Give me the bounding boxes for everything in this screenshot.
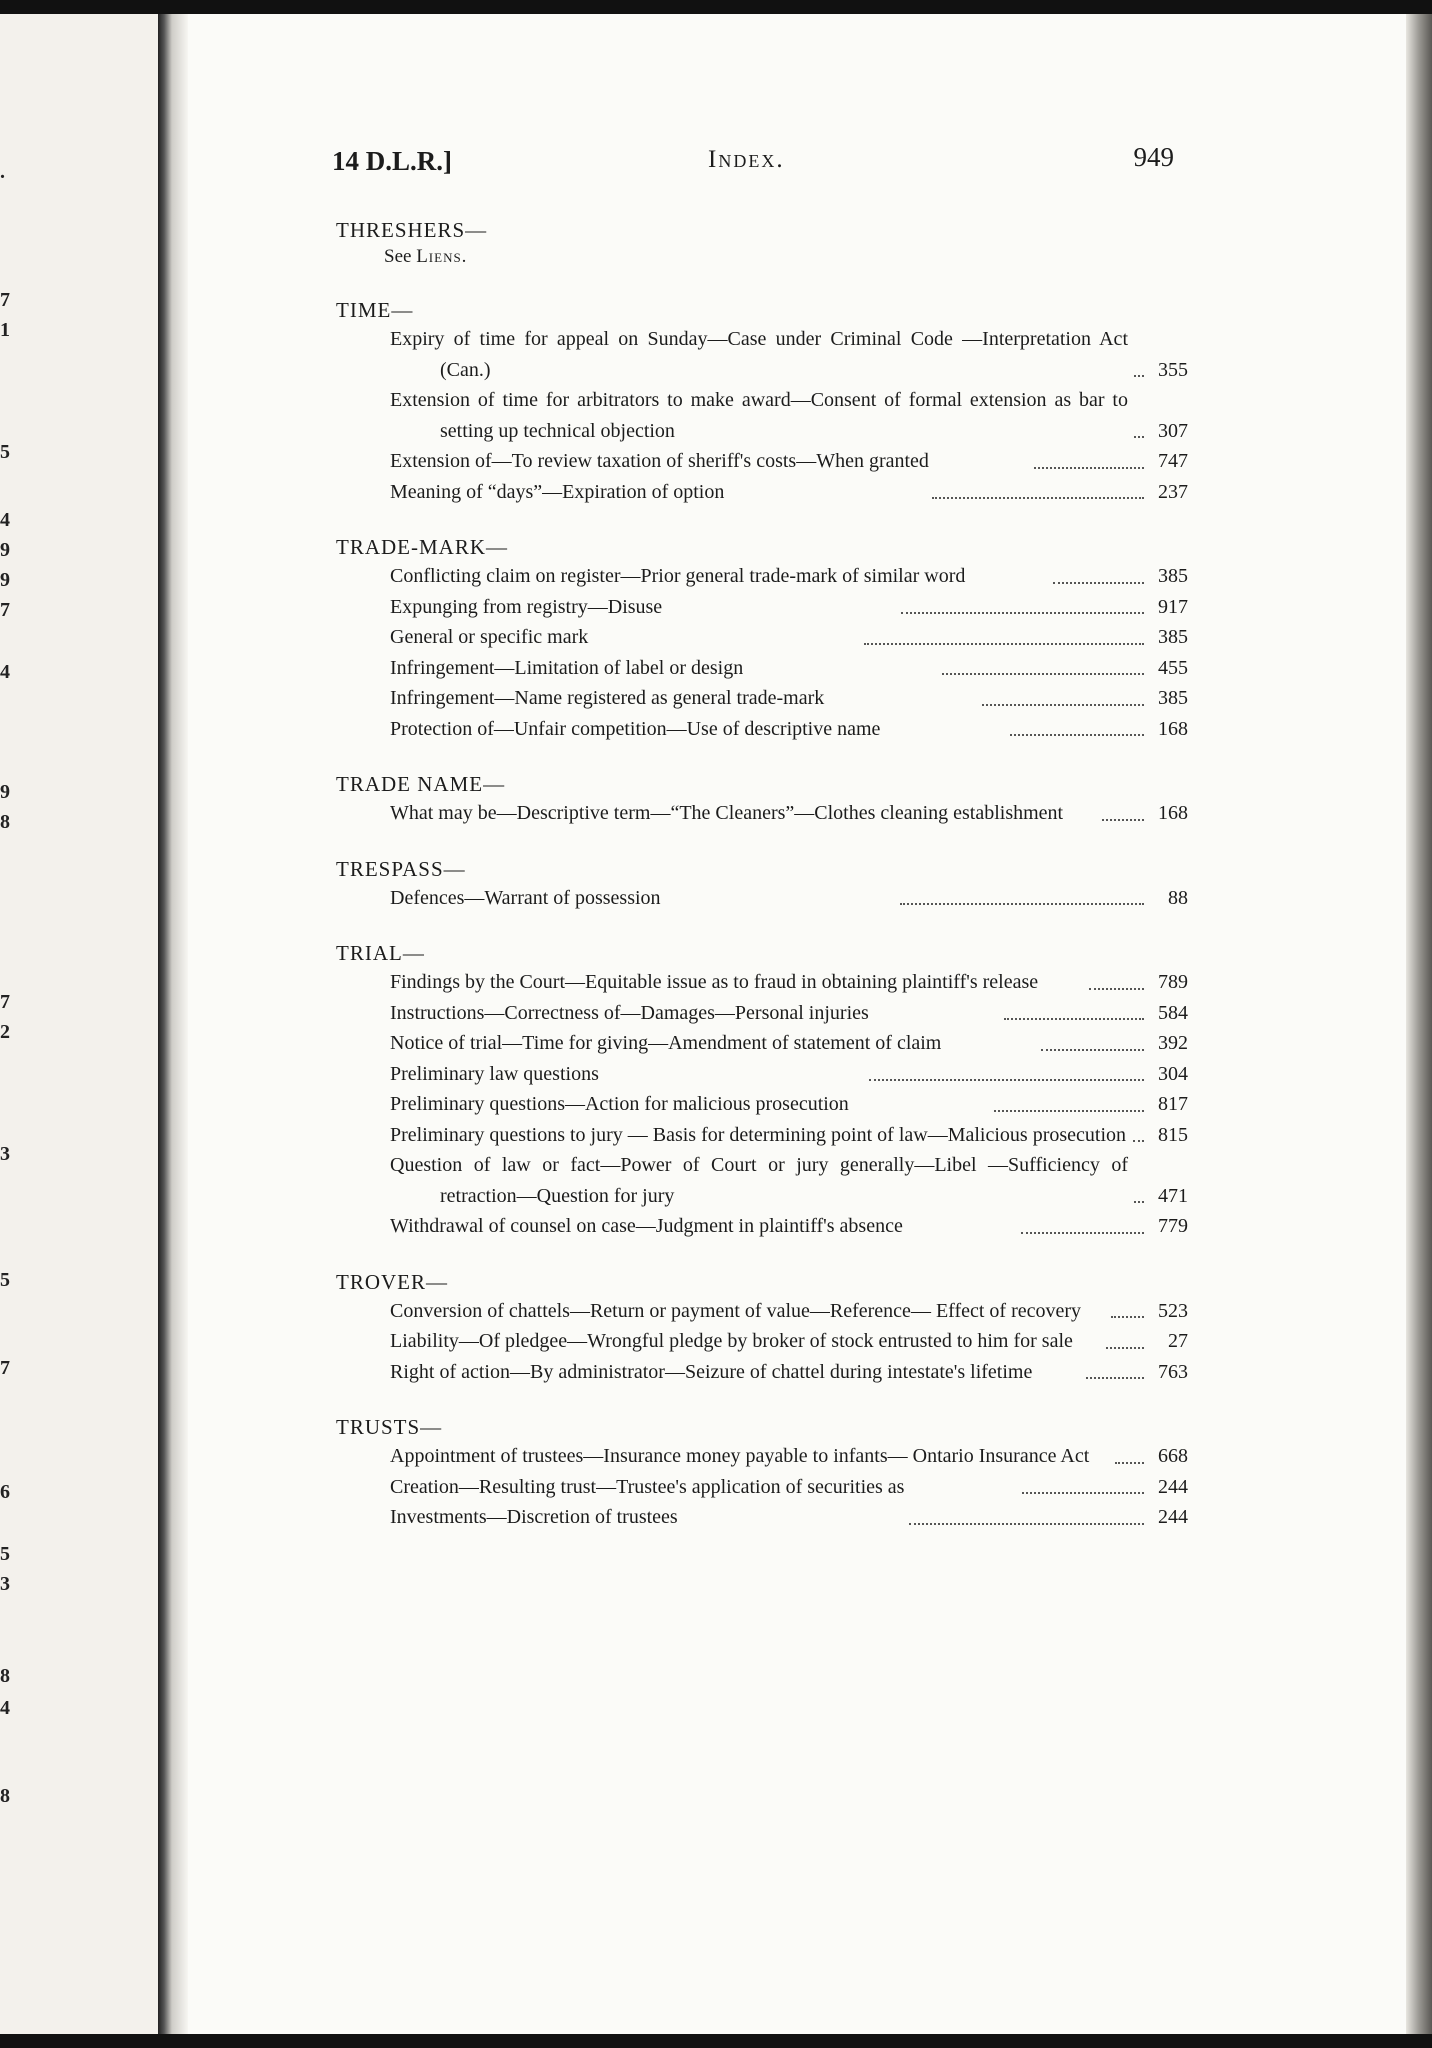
index-entry <box>390 1441 1188 1472</box>
entry-page-number: 471 <box>1158 1184 1188 1207</box>
entry-page-number: 917 <box>1158 595 1188 618</box>
entry-page-number: 584 <box>1158 1001 1189 1024</box>
index-entry <box>390 998 1188 1029</box>
entry-text: Instructions—Correctness of—Damages—Personal injuries <box>390 1001 869 1024</box>
page-number: 949 <box>1133 142 1174 172</box>
index-heading: TRADE-MARK— <box>336 535 508 559</box>
scan-bottom-edge <box>0 2034 1432 2048</box>
dot-leader <box>1010 734 1144 736</box>
entry-text: Preliminary questions to jury — Basis for determining point of law—Malicious prosecution <box>390 1123 1127 1146</box>
previous-page-fragment: 7 <box>0 1357 10 1379</box>
previous-page-fragment: 9 <box>0 569 10 591</box>
entry-page-number: 817 <box>1158 1093 1188 1115</box>
entry-page-number: 385 <box>1158 565 1189 587</box>
dot-leader <box>1053 582 1144 584</box>
entry-page-number: 779 <box>1158 1215 1188 1237</box>
dot-leader <box>901 612 1144 614</box>
see-reference <box>384 244 1188 270</box>
see-label: See <box>384 246 412 267</box>
entry-page-number: 27 <box>1168 1330 1188 1352</box>
previous-page-margin <box>0 14 160 2034</box>
index-entry <box>390 622 1188 653</box>
previous-page-fragment: 3 <box>0 1143 10 1165</box>
book-gutter <box>158 14 188 2034</box>
entry-page-number: 307 <box>1158 419 1188 442</box>
previous-page-fragment: 8 <box>0 1785 10 1807</box>
entry-text: Preliminary law questions <box>390 1062 599 1085</box>
dot-leader <box>1111 1316 1144 1318</box>
index-entry <box>390 653 1188 684</box>
entry-text: Expunging from registry—Disuse <box>390 595 663 618</box>
dot-leader <box>900 903 1144 905</box>
index-entry <box>390 1296 1188 1327</box>
index-entry <box>390 1089 1188 1120</box>
index-entry <box>390 1211 1188 1242</box>
dot-leader <box>1021 1232 1144 1234</box>
entry-page-number: 304 <box>1158 1062 1189 1085</box>
entry-page-number: 244 <box>1158 1475 1189 1498</box>
dot-leader <box>1034 467 1144 469</box>
index-entry <box>390 1502 1188 1533</box>
entry-text: Extension of time for arbitrators to make award—Consent of formal extension as bar to setting up technical objection <box>390 389 1128 442</box>
index-entry <box>390 592 1188 623</box>
entry-text: Extension of—To review taxation of sheriff's costs—When granted <box>390 450 929 472</box>
dot-leader <box>909 1523 1144 1525</box>
index-entry <box>390 1357 1188 1388</box>
index-entry <box>390 561 1188 592</box>
previous-page-fragment: 4 <box>0 1697 10 1719</box>
entry-page-number: 237 <box>1158 480 1188 503</box>
section-title: Index. <box>708 146 785 173</box>
entry-page-number: 747 <box>1158 450 1189 472</box>
previous-page-fragment: 7 <box>0 289 10 311</box>
previous-page-fragment: 8 <box>0 1665 10 1687</box>
previous-page-fragment: 9 <box>0 781 10 803</box>
index-entry <box>390 477 1188 508</box>
page-edge <box>1406 14 1432 2034</box>
index-heading: TRIAL— <box>336 941 425 965</box>
index-entry <box>390 1472 1188 1503</box>
index-heading: TIME— <box>336 298 414 322</box>
index-heading: THRESHERS— <box>336 218 488 242</box>
index-heading: TRUSTS— <box>336 1415 443 1439</box>
dot-leader <box>932 497 1144 499</box>
entry-text: Conflicting claim on register—Prior general trade-mark of similar word <box>390 565 966 587</box>
previous-page-fragment: 6 <box>0 1481 10 1503</box>
entry-text: Infringement—Name registered as general trade-mark <box>390 687 825 709</box>
entry-text: Question of law or fact—Power of Court or jury generally—Libel —Sufficiency of retraction—Question for jury <box>390 1154 1128 1207</box>
entry-text: Liability—Of pledgee—Wrongful pledge by broker of stock entrusted to him for sale <box>390 1330 1073 1352</box>
entry-page-number: 455 <box>1158 656 1188 679</box>
previous-page-fragment: 7 <box>0 599 10 621</box>
index-entry <box>390 714 1188 745</box>
previous-page-fragment: 5 <box>0 1543 10 1565</box>
previous-page-fragment: 9 <box>0 539 10 561</box>
dot-leader <box>1086 1377 1144 1379</box>
entry-page-number: 668 <box>1158 1445 1188 1467</box>
index-entry <box>390 1059 1188 1090</box>
entry-text: Infringement—Limitation of label or design <box>390 656 744 679</box>
dot-leader <box>942 673 1144 675</box>
entry-text: Meaning of “days”—Expiration of option <box>390 480 725 503</box>
entry-page-number: 523 <box>1158 1299 1189 1322</box>
previous-page-fragment: 4 <box>0 509 10 531</box>
dot-leader <box>994 1110 1144 1112</box>
index-entry <box>390 798 1188 829</box>
index-entry <box>390 324 1188 385</box>
entry-text: Conversion of chattels—Return or payment of value—Reference— Effect of recovery <box>390 1299 1082 1322</box>
entry-text: Right of action—By administrator—Seizure of chattel during intestate's lifetime <box>390 1360 1033 1383</box>
entry-page-number: 815 <box>1158 1123 1189 1146</box>
previous-page-fragment: 4 <box>0 661 10 683</box>
index-entry <box>390 1326 1188 1357</box>
entry-page-number: 385 <box>1158 687 1188 709</box>
dot-leader <box>1133 1140 1144 1142</box>
dot-leader <box>1102 819 1144 821</box>
index-entry <box>390 683 1188 714</box>
index-entry <box>390 1150 1188 1211</box>
entry-text: What may be—Descriptive term—“The Cleaners”—Clothes cleaning establishment <box>390 802 1064 824</box>
entry-text: Notice of trial—Time for giving—Amendment of statement of claim <box>390 1032 942 1054</box>
previous-page-fragment: . <box>0 161 5 183</box>
dot-leader <box>1004 1018 1144 1020</box>
index-entry <box>390 446 1188 477</box>
dot-leader <box>1106 1347 1144 1349</box>
entry-text: Protection of—Unfair competition—Use of descriptive name <box>390 717 881 740</box>
entry-text: Creation—Resulting trust—Trustee's application of securities as <box>390 1475 905 1498</box>
previous-page-fragment: 7 <box>0 991 10 1013</box>
index-entry <box>390 1028 1188 1059</box>
previous-page-fragment: 5 <box>0 441 10 463</box>
index-entry <box>390 967 1188 998</box>
index-entries <box>336 216 1188 1533</box>
dot-leader <box>1134 1201 1144 1203</box>
entry-page-number: 244 <box>1158 1506 1188 1528</box>
dot-leader <box>982 704 1144 706</box>
dot-leader <box>864 643 1144 645</box>
dot-leader <box>1134 375 1144 377</box>
previous-page-fragment: 5 <box>0 1269 10 1291</box>
entry-text: Findings by the Court—Equitable issue as to fraud in obtaining plaintiff's release <box>390 971 1039 993</box>
entry-text: General or specific mark <box>390 626 589 648</box>
index-heading: TROVER— <box>336 1269 448 1294</box>
previous-page-fragment: 8 <box>0 811 10 833</box>
index-heading: TRADE NAME— <box>336 772 506 796</box>
entry-page-number: 355 <box>1158 358 1188 381</box>
previous-page-fragment: 2 <box>0 1021 10 1043</box>
entry-page-number: 392 <box>1158 1032 1188 1054</box>
previous-page-fragment: 1 <box>0 319 10 341</box>
entry-page-number: 168 <box>1158 717 1189 740</box>
dot-leader <box>1115 1462 1144 1464</box>
entry-text: Preliminary questions—Action for malicious prosecution <box>390 1093 849 1115</box>
scan-top-edge <box>0 0 1432 14</box>
entry-page-number: 88 <box>1168 886 1188 909</box>
entry-text: Appointment of trustees—Insurance money payable to infants— Ontario Insurance Act <box>390 1445 1090 1467</box>
index-entry <box>390 883 1188 914</box>
dot-leader <box>1041 1049 1144 1051</box>
entry-page-number: 168 <box>1158 802 1188 824</box>
entry-page-number: 789 <box>1158 971 1188 993</box>
entry-text: Expiry of time for appeal on Sunday—Case under Criminal Code —Interpretation Act (Can.) <box>390 328 1128 381</box>
entry-text: Investments—Discretion of trustees <box>390 1506 678 1528</box>
index-entry <box>390 1120 1188 1151</box>
entry-page-number: 385 <box>1158 626 1189 648</box>
see-target: Liens. <box>416 246 468 267</box>
previous-page-fragment: 3 <box>0 1573 10 1595</box>
dot-leader <box>1022 1492 1144 1494</box>
running-head <box>332 142 1174 186</box>
volume-reference: 14 D.L.R.] <box>332 146 452 176</box>
dot-leader <box>1134 436 1144 438</box>
index-entry <box>390 385 1188 446</box>
dot-leader <box>869 1079 1144 1081</box>
entry-page-number: 763 <box>1158 1360 1188 1383</box>
index-heading: TRESPASS— <box>336 856 466 881</box>
entry-text: Defences—Warrant of possession <box>390 886 661 909</box>
dot-leader <box>1089 988 1144 990</box>
entry-text: Withdrawal of counsel on case—Judgment in plaintiff's absence <box>390 1215 903 1237</box>
